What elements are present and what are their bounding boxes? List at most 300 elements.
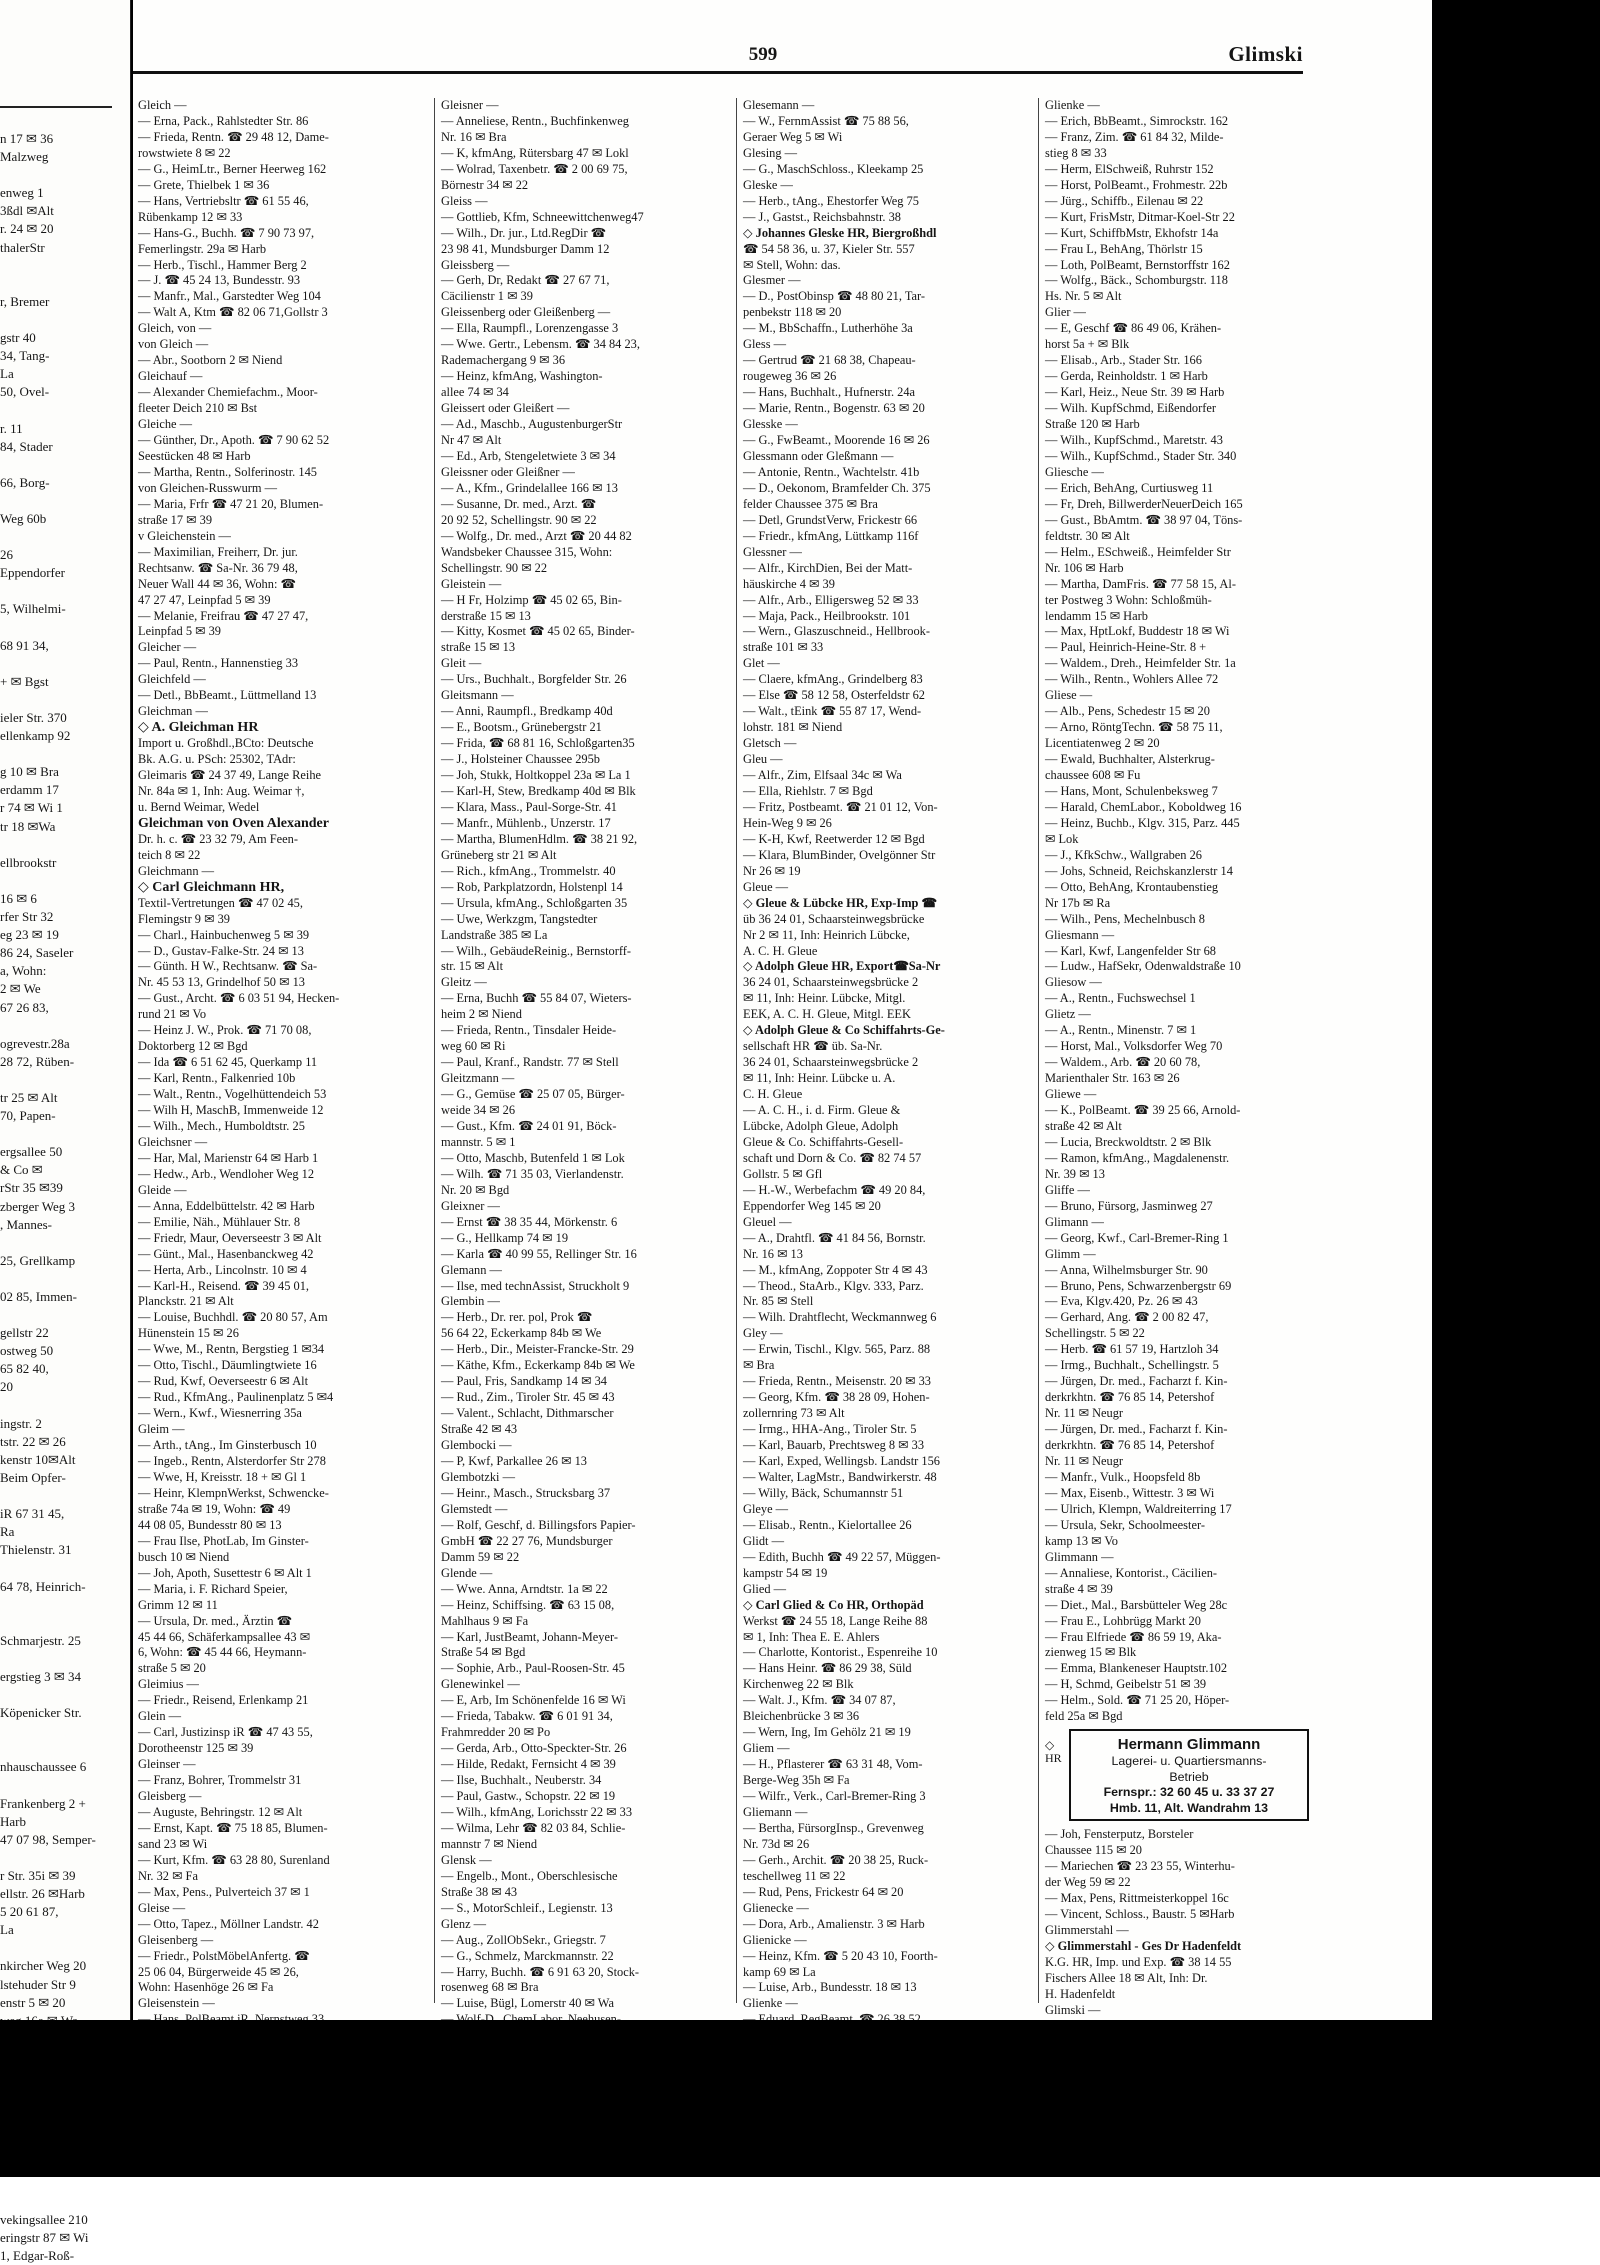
surname-heading: Gleiche — (138, 417, 193, 432)
header-rule (133, 71, 1303, 74)
directory-entry-line: — Melanie, Freifrau ☎ 47 27 47, (138, 608, 309, 623)
directory-entry-line: chaussee 608 ✉ Fu (1045, 768, 1141, 783)
directory-entry-line: Gleue & Co. Schiffahrts-Gesell- (743, 1134, 904, 1149)
directory-entry-line: — Max, HptLokf, Buddestr 18 ✉ Wi (1045, 624, 1230, 639)
directory-entry-line: Bleichenbrücke 3 ✉ 36 (743, 1709, 860, 1724)
previous-page-fragment: 68 91 34, (0, 637, 49, 653)
directory-entry-line: — P, Kwf, Parkallee 26 ✉ 13 (441, 1454, 587, 1469)
previous-page-fragment: 64 78, Heinrich- (0, 1578, 86, 1594)
surname-heading: Gleistein — (441, 576, 502, 591)
surname-heading: Glesmer — (743, 273, 801, 288)
directory-entry-line: — Emilie, Näh., Mühlauer Str. 8 (138, 1214, 301, 1229)
previous-page-fragment: ellbrookstr (0, 854, 57, 870)
directory-entry-line: — G., Gemüse ☎ 25 07 05, Bürger- (441, 1087, 625, 1102)
previous-page-fragment: 1, Edgar-Roß- (0, 2247, 75, 2263)
directory-entry-line: — Frieda, Rentn. ☎ 29 48 12, Dame- (138, 129, 329, 144)
directory-entry-line: — Max, Pens., Pulverteich 37 ✉ 1 (138, 1884, 310, 1899)
directory-entry-line: — Johs, Schneid, Reichskanzlerstr 14 (1045, 863, 1233, 878)
directory-entry-line: — Max, Eisenb., Wittestr. 3 ✉ Wi (1045, 1485, 1215, 1500)
directory-entry-line: — Wolfg., Dr. med., Arzt ☎ 20 44 82 (441, 528, 632, 543)
directory-entry-line: — Bertha, FürsorgInsp., Grevenweg (743, 1820, 924, 1835)
previous-page-fragment: ergsallee 50 (0, 1144, 63, 1160)
previous-page-fragment (0, 1596, 120, 1614)
directory-entry-line: stieg 8 ✉ 33 (1045, 145, 1107, 160)
surname-heading: Gleue — (743, 879, 789, 894)
directory-entry-line: — Maria, i. F. Richard Speier, (138, 1581, 288, 1596)
surname-heading: Gleimius — (138, 1677, 199, 1692)
directory-entry-line: Börnestr 34 ✉ 22 (441, 177, 529, 192)
running-head: Glimski (1228, 42, 1303, 66)
directory-entry-line: Seestücken 48 ✉ Harb (138, 448, 251, 463)
directory-entry-line: straße 15 ✉ 13 (441, 640, 516, 655)
surname-heading: Gliewe — (1045, 1087, 1097, 1102)
directory-entry-line: — Hans, Vertriebsltr ☎ 61 55 46, (138, 193, 309, 208)
surname-heading: Gleissberg — (441, 257, 510, 272)
directory-entry-line: — Else ☎ 58 12 58, Osterfeldstr 62 (743, 688, 925, 703)
previous-page-fragment: vekingsallee 210 (0, 2211, 88, 2227)
directory-entry-line: — A., Rentn., Fuchswechsel 1 (1045, 991, 1196, 1006)
directory-entry-line: rund 21 ✉ Vo (138, 1007, 207, 1022)
column-4 (1045, 98, 1307, 2017)
previous-page-fragment (0, 1487, 120, 1505)
previous-page-text (0, 130, 120, 2265)
directory-entry-line: Femerlingstr. 29a ✉ Harb (138, 241, 267, 256)
directory-entry-line: — Gust., Kfm. ☎ 24 01 91, Böck- (441, 1119, 617, 1133)
directory-entry-line: teich 8 ✉ 22 (138, 847, 201, 862)
directory-entry-line: — Har, Mal, Marienstr 64 ✉ Harb 1 (138, 1150, 319, 1165)
directory-entry-line: — Wilma, Lehr ☎ 82 03 84, Schlie- (441, 1820, 626, 1835)
directory-entry-line: — Martha, Rentn., Solferinostr. 145 (138, 464, 317, 479)
directory-entry-line: — Kurt, SchiffbMstr, Ekhofstr 14a (1045, 225, 1219, 240)
surname-heading: Gleu — (743, 752, 783, 767)
previous-page-fragment: kenstr 10✉Alt (0, 1451, 76, 1467)
directory-entry-line: ◇ Gleue & Lübcke HR, Exp-Imp ☎ (743, 895, 937, 910)
directory-entry-line: — E., Bootsm., Grünebergstr 21 (441, 720, 602, 735)
previous-page-fragment: 2 ✉ We (0, 981, 41, 997)
directory-entry-line: Bk. A.G. u. PSch: 25302, TAdr: (138, 752, 296, 767)
surname-heading: Gleske — (743, 177, 793, 192)
previous-page-fragment (0, 1270, 120, 1288)
directory-entry-line: — Hans-G., Buchh. ☎ 7 90 73 97, (138, 225, 315, 240)
directory-entry-line: — Diet., Mal., Barsbütteler Weg 28c (1045, 1597, 1228, 1612)
directory-entry-line: rosenweg 68 ✉ Bra (441, 1980, 539, 1995)
previous-page-fragment: 65 82 40, (0, 1361, 49, 1377)
directory-entry-line: mannstr. 5 ✉ 1 (441, 1134, 516, 1149)
surname-heading: Gleit — (441, 656, 482, 671)
previous-page-fragment: g 10 ✉ Bra (0, 764, 59, 780)
directory-entry-line: Import u. Großhdl.,BCto: Deutsche (138, 736, 314, 751)
ad-line: Lagerei- u. Quartiersmanns- (1111, 1754, 1267, 1769)
directory-entry-line: — Loth, PolBeamt, Bernstorffstr 162 (1045, 257, 1230, 272)
directory-entry-line: — Frau Elfriede ☎ 86 59 19, Aka- (1045, 1629, 1222, 1644)
directory-entry-line: Nr. 16 ✉ Bra (441, 129, 507, 144)
directory-entry-line: — Ernst, Kapt. ☎ 75 18 85, Blumen- (138, 1820, 328, 1835)
previous-page-fragment: Köpenicker Str. (0, 1705, 82, 1721)
directory-entry-line: — Herm, ElSchweiß, Ruhrstr 152 (1045, 161, 1214, 176)
directory-entry-line: busch 10 ✉ Niend (138, 1549, 230, 1564)
directory-entry-line: Nr. 106 ✉ Harb (1045, 560, 1124, 575)
directory-entry-line: — Gerh., Archit. ☎ 20 38 25, Ruck- (743, 1852, 929, 1867)
directory-entry-line: — S., MotorSchleif., Legienstr. 13 (441, 1900, 613, 1915)
previous-page-fragment (0, 655, 120, 673)
page-number: 599 (748, 44, 778, 65)
surname-heading: Gleichmann — (138, 863, 215, 878)
directory-entry-line: — Arth., tAng., Im Ginsterbusch 10 (138, 1438, 317, 1453)
previous-page-fragment (0, 745, 120, 763)
directory-entry-line: — Vincent, Schloss., Baustr. 5 ✉Harb (1045, 1906, 1235, 1921)
directory-entry-line: Hs. Nr. 5 ✉ Alt (1045, 289, 1122, 304)
column-2 (441, 98, 729, 2011)
directory-entry-line: — Ursula, Sekr, Schoolmeester- (1045, 1517, 1205, 1532)
directory-entry-line: weg 60 ✉ Ri (441, 1039, 506, 1054)
surname-heading: Gleicher — (138, 640, 197, 655)
directory-entry-line: — Aug., ZollObSekr., Griegstr. 7 (441, 1932, 606, 1947)
directory-entry-line: K.G. HR, Imp. und Exp. ☎ 38 14 55 (1045, 1954, 1232, 1969)
directory-entry-line: — Rud, Pens, Frickestr 64 ✉ 20 (743, 1884, 904, 1899)
directory-entry-line: — Ursula, Dr. med., Ärztin ☎ (138, 1613, 293, 1628)
advertisement (1045, 1729, 1307, 1821)
directory-entry-line: — Willy, Bäck, Schumannstr 51 (743, 1485, 904, 1500)
scan-border-bottom (0, 2020, 1600, 2177)
directory-entry-line: ter Postweg 3 Wohn: Schloßmüh- (1045, 592, 1212, 607)
previous-page-fragment (0, 275, 120, 293)
previous-page-fragment: 28 72, Rüben- (0, 1053, 75, 1069)
directory-entry-line: — Otto, Tapez., Möllner Landstr. 42 (138, 1916, 319, 1931)
directory-entry-line: Nr 2 ✉ 11, Inh: Heinrich Lübcke, (743, 927, 910, 942)
previous-page-fragment: erdamm 17 (0, 782, 59, 798)
directory-entry-line: Grimm 12 ✉ 11 (138, 1597, 218, 1612)
surname-heading: Gleye — (743, 1501, 789, 1516)
surname-heading: Glembocki — (441, 1438, 512, 1453)
surname-heading: Glimmann — (1045, 1549, 1114, 1564)
surname-heading: Gleich — (138, 98, 187, 112)
directory-entry-line: teschellweg 11 ✉ 22 (743, 1868, 846, 1883)
directory-entry-line: — Wwe. Anna, Arndtstr. 1a ✉ 22 (441, 1581, 608, 1596)
previous-page-fragment: enweg 1 (0, 185, 44, 201)
directory-entry-line: — Edith, Buchh ☎ 49 22 57, Müggen- (743, 1549, 941, 1564)
directory-entry-line: — Rud, Kwf, Oeverseestr 6 ✉ Alt (138, 1374, 309, 1389)
directory-entry-line: — Erwin, Tischl., Klgv. 565, Parz. 88 (743, 1342, 931, 1357)
directory-entry-line: — Wilh., GebäudeReinig., Bernstorff- (441, 943, 632, 958)
previous-page-fragment: eg 23 ✉ 19 (0, 927, 59, 943)
directory-entry-line: — Georg, Kwf., Carl-Bremer-Ring 1 (1045, 1230, 1229, 1245)
directory-entry-line: ◇ Johannes Gleske HR, Biergroßhdl (743, 225, 937, 240)
column-4-entries-top (1045, 98, 1307, 1725)
surname-heading: Gleisenstein — (138, 1996, 215, 2011)
directory-entry-line: — G., Hellkamp 74 ✉ 19 (441, 1230, 569, 1245)
directory-entry-line: üb 36 24 01, Schaarsteinwegsbrücke (743, 911, 925, 926)
directory-entry-line: — Joh, Apoth, Susettestr 6 ✉ Alt 1 (138, 1565, 312, 1580)
directory-entry-line: — Carl, Justizinsp iR ☎ 47 43 55, (138, 1725, 313, 1740)
directory-entry-line: — Erna, Pack., Rahlstedter Str. 86 (138, 113, 309, 128)
previous-page-fragment: 50, Ovel- (0, 384, 50, 400)
surname-heading: von Gleichen-Russwurm — (138, 480, 278, 495)
directory-entry-line: — Ernst ☎ 38 35 44, Mörkenstr. 6 (441, 1214, 618, 1229)
directory-entry-line: Rademachergang 9 ✉ 36 (441, 353, 566, 368)
directory-entry-line: Nr. 84a ✉ 1, Inh: Aug. Weimar †, (138, 783, 305, 798)
directory-entry-line: — Fritz, Postbeamt. ☎ 21 01 12, Von- (743, 799, 938, 814)
directory-entry-line: kamp 69 ✉ La (743, 1964, 816, 1979)
directory-entry-line: — Wern, Ing, Im Gehölz 21 ✉ 19 (743, 1725, 911, 1740)
directory-entry-line: — Ilse, Buchhalt., Neuberstr. 34 (441, 1773, 602, 1788)
previous-page-fragment: lstehuder Str 9 (0, 1976, 76, 1992)
directory-entry-line: — Friedr., Reisend, Erlenkamp 21 (138, 1693, 309, 1708)
directory-entry-line: Nr. 73d ✉ 26 (743, 1836, 810, 1851)
directory-entry-line: — Karla ☎ 40 99 55, Rellinger Str. 16 (441, 1246, 637, 1261)
directory-entry-line: — Heinz, Schiffsing. ☎ 63 15 08, (441, 1597, 615, 1612)
directory-entry-line: — Joh, Fensterputz, Borsteler (1045, 1827, 1194, 1842)
directory-entry-line: Landstraße 385 ✉ La (441, 927, 548, 942)
previous-page-fragment: enstr 5 ✉ 20 (0, 1994, 66, 2010)
directory-entry-line: — Ad., Maschb., AugustenburgerStr (441, 417, 623, 432)
previous-page-fragment (0, 401, 120, 419)
surname-heading: Gleuel — (743, 1214, 792, 1229)
directory-entry-line: Eppendorfer Weg 145 ✉ 20 (743, 1198, 881, 1213)
directory-entry-line: Chaussee 115 ✉ 20 (1045, 1843, 1142, 1858)
directory-entry-line: — Walt A, Ktm ☎ 82 06 71,Gollstr 3 (138, 305, 328, 320)
directory-entry-line: — Hilde, Redakt, Fernsicht 4 ✉ 39 (441, 1757, 616, 1772)
directory-entry-line: Flemingstr 9 ✉ 39 (138, 911, 230, 926)
surname-heading: Glienecke — (743, 1900, 809, 1915)
directory-entry-line: — Jürg., Schiffb., Eilenau ✉ 22 (1045, 193, 1204, 208)
previous-page-fragment: + ✉ Bgst (0, 673, 49, 689)
directory-entry-line: — Gertrud ☎ 21 68 38, Chapeau- (743, 353, 916, 368)
directory-entry-line: — Anni, Raumpfl., Bredkamp 40d (441, 704, 613, 719)
previous-page-fragment (0, 257, 120, 275)
surname-heading: Glein — (138, 1709, 182, 1724)
directory-entry-line: — Erich, BbBeamt., Simrockstr. 162 (1045, 113, 1229, 128)
directory-entry-line: — Helm., ESchweiß., Heimfelder Str (1045, 544, 1231, 559)
directory-entry-line: — Heinr, KlempnWerkst, Schwencke- (138, 1485, 329, 1500)
directory-entry-line: — Karl, Exped, Wellingsb. Landstr 156 (743, 1454, 940, 1469)
surname-heading: Gleichman — (138, 704, 208, 719)
previous-page-fragment (0, 1686, 120, 1704)
directory-entry-line: derkrkhtn. ☎ 76 85 14, Petershof (1045, 1438, 1215, 1453)
previous-page-fragment: Eppendorfer (0, 565, 65, 581)
directory-entry-line: weide 34 ✉ 26 (441, 1103, 516, 1118)
directory-entry-line: EEK, A. C. H. Gleue, Mitgl. EEK (743, 1007, 911, 1022)
directory-entry-line: — Paul, Kranf., Randstr. 77 ✉ Stell (441, 1055, 619, 1070)
directory-entry-line: — Friedr., kfmAng, Lüttkamp 116f (743, 528, 919, 543)
previous-page-fragment: nhauschaussee 6 (0, 1759, 87, 1775)
previous-page-fragment (0, 1740, 120, 1758)
directory-entry-line: — Luise, Arb., Bundesstr. 18 ✉ 13 (743, 1980, 917, 1995)
scan-border-right (1432, 0, 1600, 2177)
directory-entry-line: — Lucia, Breckwoldtstr. 2 ✉ Blk (1045, 1134, 1212, 1149)
previous-page-fragment: & Co ✉ (0, 1162, 43, 1178)
directory-entry-line: Dorotheenstr 125 ✉ 39 (138, 1741, 254, 1756)
directory-entry-line: straße 42 ✉ Alt (1045, 1119, 1122, 1133)
previous-page-fragment: ogrevestr.28a (0, 1035, 70, 1051)
directory-entry-line: derkrkhtn. ☎ 76 85 14, Petershof (1045, 1390, 1215, 1405)
directory-entry-line: — Susanne, Dr. med., Arzt. ☎ (441, 496, 597, 511)
surname-heading: Gliem — (743, 1741, 790, 1756)
directory-entry-line: Gleichman von Oven Alexander (138, 815, 329, 831)
directory-entry-line: — H.-W., Werbefachm ☎ 49 20 84, (743, 1182, 926, 1197)
directory-entry-line: — Rud., KfmAng., Paulinenplatz 5 ✉4 (138, 1390, 334, 1405)
directory-entry-line: 45 44 66, Schäferkampsallee 43 ✉ (138, 1629, 311, 1644)
directory-entry-line: — Charlotte, Kontorist., Espenreihe 10 (743, 1645, 938, 1660)
directory-entry-line: — Anna, Wilhelmsburger Str. 90 (1045, 1262, 1208, 1277)
directory-entry-line: — Bruno, Pens, Schwarzenbergstr 69 (1045, 1278, 1232, 1293)
previous-page-fragment (0, 619, 120, 637)
surname-heading: Glet — (743, 656, 780, 671)
directory-entry-line: Frahmredder 20 ✉ Po (441, 1725, 551, 1740)
previous-page-fragment (0, 1614, 120, 1632)
previous-page-fragment: 34, Tang- (0, 348, 50, 364)
surname-heading: Glimann — (1045, 1214, 1104, 1229)
directory-entry-line: — Irmg., Buchhalt., Schellingstr. 5 (1045, 1358, 1219, 1373)
directory-entry-line: — G., Schmelz, Marckmannstr. 22 (441, 1948, 614, 1963)
previous-page-fragment: 5 20 61 87, (0, 1904, 59, 1920)
surname-heading: Gleitzmann — (441, 1071, 515, 1086)
directory-entry-line: — Käthe, Kfm., Eckerkamp 84b ✉ We (441, 1358, 635, 1373)
surname-heading: Gless — (743, 337, 787, 352)
previous-page-fragment (0, 1306, 120, 1324)
directory-entry-line: — H., Pflasterer ☎ 63 31 48, Vom- (743, 1757, 923, 1772)
directory-entry-line: — Louise, Buchhdl. ☎ 20 80 57, Am (138, 1310, 328, 1325)
directory-page (131, 0, 1434, 2020)
directory-entry-line: — Karl-H, Stew, Bredkamp 40d ✉ Blk (441, 783, 636, 798)
directory-entry-line: — J. ☎ 45 24 13, Bundesstr. 93 (138, 273, 301, 288)
directory-entry-line: 20 92 52, Schellingstr. 90 ✉ 22 (441, 512, 597, 527)
directory-entry-line: — Anneliese, Rentn., Buchfinkenweg (441, 113, 629, 128)
previous-page-fragment: tr 18 ✉Wa (0, 818, 56, 834)
directory-entry-line: — Karl, JustBeamt, Johann-Meyer- (441, 1629, 618, 1644)
surname-heading: Gletsch — (743, 736, 797, 751)
directory-entry-line: straße 4 ✉ 39 (1045, 1581, 1113, 1596)
surname-heading: Glienke — (743, 1996, 798, 2011)
directory-entry-line: — D., Gustav-Falke-Str. 24 ✉ 13 (138, 943, 304, 958)
surname-heading: Gleichauf — (138, 369, 203, 384)
directory-entry-line: Rübenkamp 12 ✉ 33 (138, 209, 243, 224)
surname-heading: Gleisenberg — (138, 1932, 214, 1947)
previous-page-fragment (0, 1849, 120, 1867)
directory-entry-line: — Eva, Klgv.420, Pz. 26 ✉ 43 (1045, 1294, 1198, 1309)
directory-entry-line: — Herta, Arb., Lincolnstr. 10 ✉ 4 (138, 1262, 307, 1277)
directory-entry-line: — A. C. H., i. d. Firm. Gleue & (743, 1103, 901, 1118)
surname-heading: Gleinser — (138, 1757, 196, 1772)
directory-entry-line: fleeter Deich 210 ✉ Bst (138, 401, 258, 416)
directory-entry-line: Hünenstein 15 ✉ 26 (138, 1326, 239, 1341)
directory-entry-line: — Gerhard, Ang. ☎ 2 00 82 47, (1045, 1310, 1209, 1325)
directory-entry-line: — Franz, Bohrer, Trommelstr 31 (138, 1773, 302, 1788)
directory-entry-line: — W., FernmAssist ☎ 75 88 56, (743, 113, 909, 128)
surname-heading: Gliemann — (743, 1804, 808, 1819)
directory-entry-line: — G., MaschSchloss., Kleekamp 25 (743, 161, 924, 176)
directory-entry-line: straße 74a ✉ 19, Wohn: ☎ 49 (138, 1501, 291, 1516)
directory-entry-line: ◇ Carl Gleichmann HR, (138, 879, 285, 895)
directory-entry-line: — Valent., Schlacht, Dithmarscher (441, 1406, 614, 1421)
directory-entry-line: 36 24 01, Schaarsteinwegsbrücke 2 (743, 1055, 919, 1070)
surname-heading: Glende — (441, 1565, 493, 1580)
surname-heading: Glembotzki — (441, 1469, 515, 1484)
previous-page-fragment: 67 26 83, (0, 999, 49, 1015)
surname-heading: Glidt — (743, 1533, 784, 1548)
directory-entry-line: — Heinz, Kfm. ☎ 5 20 43 10, Foorth- (743, 1948, 938, 1963)
directory-entry-line: — Herb., Tischl., Hammer Berg 2 (138, 257, 307, 272)
directory-entry-line: — Frau L, BehAng, Thörlstr 15 (1045, 241, 1203, 256)
previous-page-fragment: rStr 35 ✉39 (0, 1180, 63, 1196)
directory-entry-line: — Wilh H, MaschB, Immenweide 12 (138, 1103, 324, 1118)
directory-entry-line: — Waldem., Arb. ☎ 20 60 78, (1045, 1055, 1201, 1070)
directory-entry-line: ✉ 11, Inh: Heinr. Lübcke u. A. (743, 1071, 896, 1086)
surname-heading: v Gleichenstein — (138, 528, 231, 543)
surname-heading: Glenewinkel — (441, 1677, 520, 1692)
directory-entry-line: — Heinz J. W., Prok. ☎ 71 70 08, (138, 1023, 312, 1038)
directory-entry-line: penbekstr 118 ✉ 20 (743, 305, 842, 320)
surname-heading: Gley — (743, 1326, 783, 1341)
directory-entry-line: — Walter, LagMstr., Bandwirkerstr. 48 (743, 1469, 937, 1484)
surname-heading: Glessner — (743, 544, 802, 559)
directory-entry-line: Nr. 11 ✉ Neugr (1045, 1454, 1124, 1469)
directory-entry-line: — Klara, BlumBinder, Ovelgönner Str (743, 847, 936, 862)
directory-entry-line: — Günth. H W., Rechtsanw. ☎ Sa- (138, 959, 318, 974)
directory-entry-line: straße 101 ✉ 33 (743, 640, 824, 655)
surname-heading: Gleissert oder Gleißert — (441, 401, 570, 416)
directory-entry-line: Doktorberg 12 ✉ Bgd (138, 1039, 248, 1054)
directory-entry-line: Damm 59 ✉ 22 (441, 1549, 520, 1564)
directory-entry-line: — Maria, Frfr ☎ 47 21 20, Blumen- (138, 496, 324, 511)
directory-entry-line: Gleimaris ☎ 24 37 49, Lange Reihe (138, 768, 322, 783)
directory-entry-line: — Heinz, Buchb., Klgv. 315, Parz. 445 (1045, 815, 1240, 830)
directory-entry-line: — Jürgen, Dr. med., Facharzt f. Kin- (1045, 1374, 1228, 1389)
directory-entry-line: — Frau Ilse, PhotLab, Im Ginster- (138, 1533, 309, 1548)
directory-entry-line: Grüneberg str 21 ✉ Alt (441, 847, 557, 862)
directory-entry-line: — Günther, Dr., Apoth. ☎ 7 90 62 52 (138, 433, 330, 448)
directory-entry-line: — Maja, Pack., Heilbrookstr. 101 (743, 608, 911, 623)
previous-page-fragment: 66, Borg- (0, 474, 50, 490)
previous-page-fragment: , Mannes- (0, 1216, 52, 1232)
directory-entry-line: — Urs., Buchhalt., Borgfelder Str. 26 (441, 672, 627, 687)
directory-entry-line: — Rich., kfmAng., Trommelstr. 40 (441, 863, 616, 878)
directory-entry-line: straße 17 ✉ 39 (138, 512, 213, 527)
directory-entry-line: Nr 17b ✉ Ra (1045, 895, 1111, 910)
directory-entry-line: — Gerh, Dr, Redakt ☎ 27 67 71, (441, 273, 610, 288)
surname-heading: Gleissner oder Gleißner — (441, 464, 575, 479)
directory-entry-line: — Hedw., Arb., Wendloher Weg 12 (138, 1166, 315, 1181)
directory-entry-line: — Wilh., Rentn., Wohlers Allee 72 (1045, 672, 1219, 687)
directory-entry-line: — Alb., Pens, Schedestr 15 ✉ 20 (1045, 704, 1210, 719)
directory-entry-line: — Martha, DamFris. ☎ 77 58 15, Al- (1045, 576, 1236, 591)
surname-heading: Gleitz — (441, 975, 487, 990)
page-header (133, 38, 1303, 68)
previous-page-fragment: thalerStr (0, 239, 45, 255)
directory-entry-line: — Wolfg., Bäck., Schomburgstr. 118 (1045, 273, 1228, 288)
directory-entry-line: mannstr 7 ✉ Niend (441, 1836, 538, 1851)
directory-entry-line: Textil-Vertretungen ☎ 47 02 45, (138, 895, 303, 910)
directory-entry-line: — Arno, RöntgTechn. ☎ 58 75 11, (1045, 720, 1223, 735)
previous-page-fragment: 16 ✉ 6 (0, 890, 37, 906)
previous-page-fragment: La (0, 366, 14, 382)
previous-page-fragment (0, 836, 120, 854)
previous-page-fragment: Weg 60b (0, 510, 47, 526)
directory-entry-line: C. H. Gleue (743, 1087, 803, 1102)
previous-page-fragment (0, 1559, 120, 1577)
directory-entry-line: — Wilh., Pens, Mechelnbusch 8 (1045, 911, 1205, 926)
previous-page-fragment: 84, Stader (0, 438, 53, 454)
directory-entry-line: Geraer Weg 5 ✉ Wi (743, 129, 843, 144)
directory-entry-line: — Ewald, Buchhalter, Alsterkrug- (1045, 752, 1215, 767)
directory-entry-line: Nr. 11 ✉ Neugr (1045, 1406, 1124, 1421)
directory-entry-line: Schellingstr. 90 ✉ 22 (441, 560, 548, 575)
directory-entry-line: — E, Geschf ☎ 86 49 06, Krähen- (1045, 321, 1222, 336)
directory-entry-line: — Wilh. KupfSchmd, Eißendorfer (1045, 401, 1216, 416)
directory-entry-line: — Uwe, Werkzgm, Tangstedter (441, 911, 598, 926)
directory-entry-line: — Walt., tEink ☎ 55 87 17, Wend- (743, 704, 922, 719)
directory-entry-line: — Elisab., Arb., Stader Str. 166 (1045, 353, 1202, 368)
directory-entry-line: — Ella, Riehlstr. 7 ✉ Bgd (743, 783, 873, 798)
